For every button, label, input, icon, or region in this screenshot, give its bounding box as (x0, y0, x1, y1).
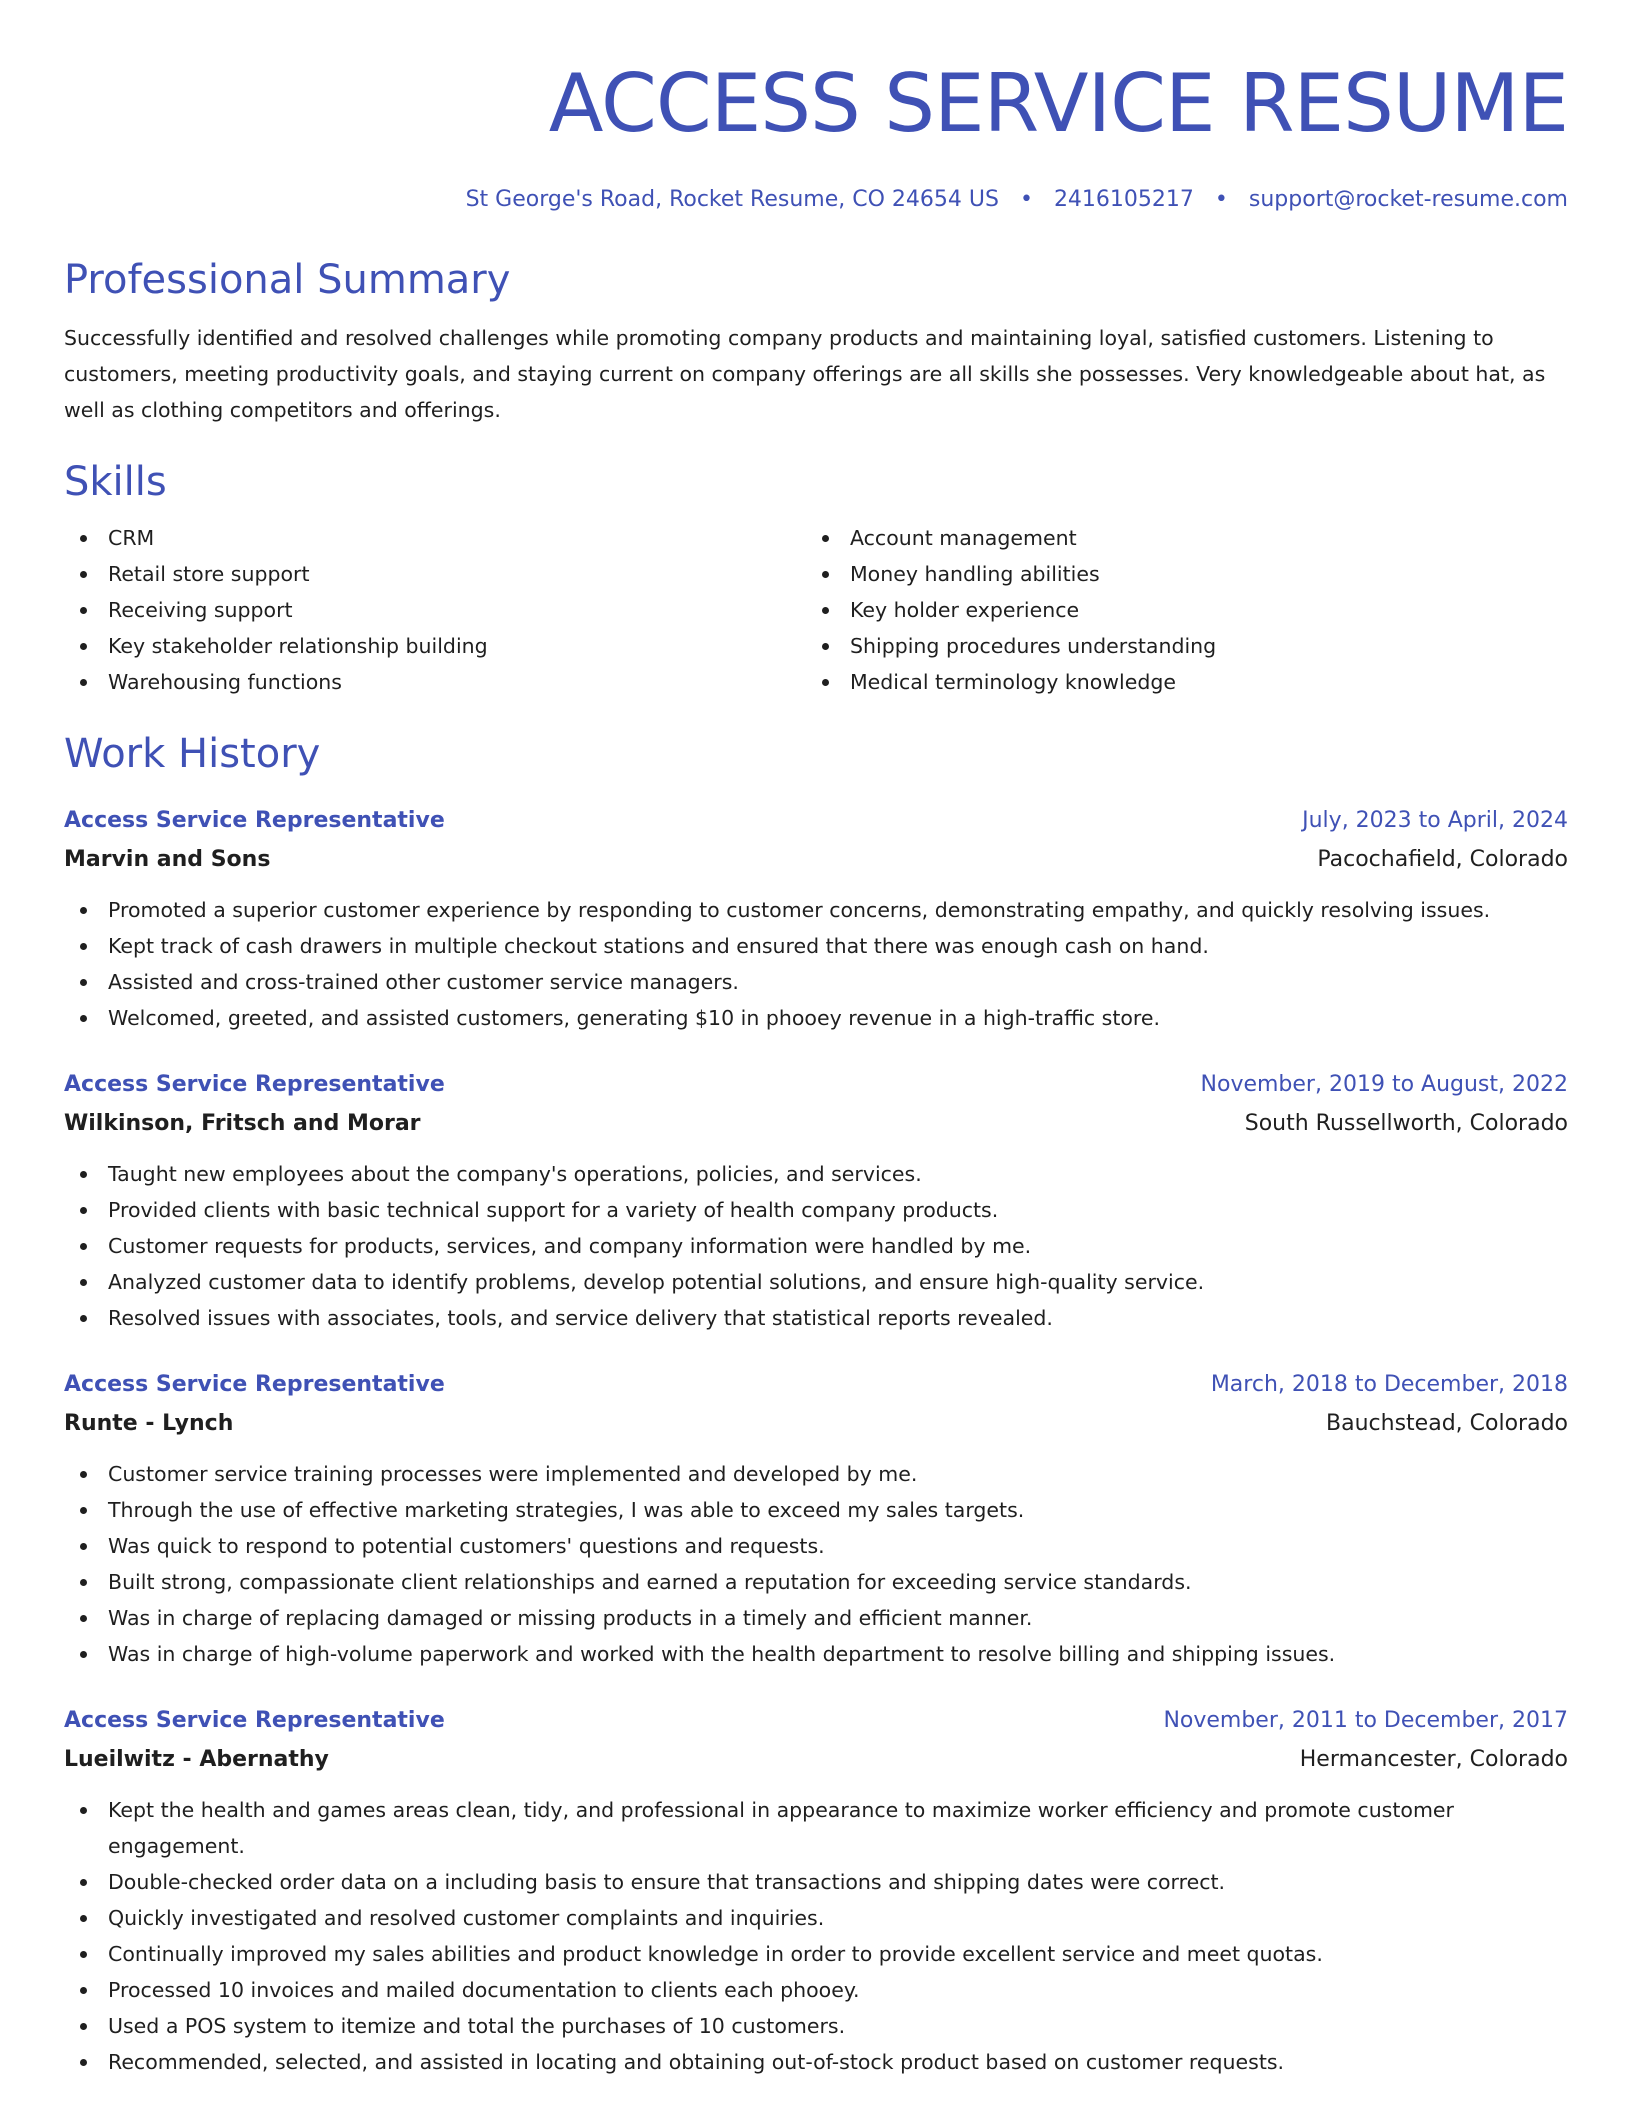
skill-item: Key holder experience (806, 592, 1548, 628)
skills-list (64, 520, 1568, 700)
job-location: Bauchstead, Colorado (1326, 1411, 1568, 1436)
job-bullet: Kept the health and games areas clean, tidy, and professional in appearance to maximize worker efficiency and promote customer engagement. (64, 1792, 1568, 1864)
job-dates: November, 2019 to August, 2022 (1200, 1072, 1568, 1097)
job-bullet: Customer service training processes were implemented and developed by me. (64, 1456, 1568, 1492)
contact-line (64, 184, 1568, 216)
job-company: Runte - Lynch (64, 1411, 234, 1436)
job-company: Wilkinson, Fritsch and Morar (64, 1111, 421, 1136)
job-location: Hermancester, Colorado (1299, 1747, 1568, 1772)
job-company: Lueilwitz - Abernathy (64, 1747, 329, 1772)
job-title: Access Service Representative (64, 1708, 445, 1733)
job-bullet: Built strong, compassionate client relationships and earned a reputation for exceeding service standards. (64, 1564, 1568, 1600)
job-dates: November, 2011 to December, 2017 (1163, 1708, 1568, 1733)
job-bullets (64, 1456, 1568, 1672)
job-bullet: Provided clients with basic technical support for a variety of health company products. (64, 1192, 1568, 1228)
skills-column-right (806, 520, 1548, 700)
contact-address: St George's Road, Rocket Resume, CO 24654 US (465, 187, 999, 212)
skills-heading: Skills (64, 459, 167, 505)
job-bullet: Used a POS system to itemize and total the purchases of 10 customers. (64, 2008, 1568, 2044)
job-bullet: Customer requests for products, services, and company information were handled by me. (64, 1228, 1568, 1264)
contact-phone: 2416105217 (1053, 187, 1194, 212)
summary-text: Successfully identified and resolved challenges while promoting company products and maintaining loyal, satisfied customers. Listening to customers, meeting productivity goals, and staying current on company offerings are all skills she possesses. Very knowledgeable about hat, as well as clothing competitors and offerings. (64, 326, 1546, 422)
skills-column-left (64, 520, 806, 700)
skill-item: Account management (806, 520, 1548, 556)
job-entry (64, 802, 1568, 1036)
job-entry (64, 1066, 1568, 1336)
skill-item: Warehousing functions (64, 664, 806, 700)
job-bullet: Was in charge of replacing damaged or missing products in a timely and efficient manner. (64, 1600, 1568, 1636)
job-title: Access Service Representative (64, 1372, 445, 1397)
summary-heading: Professional Summary (64, 257, 511, 303)
job-bullet: Double-checked order data on a including basis to ensure that transactions and shipping dates were correct. (64, 1864, 1568, 1900)
job-dates: March, 2018 to December, 2018 (1210, 1372, 1568, 1397)
job-title: Access Service Representative (64, 1072, 445, 1097)
skill-item: CRM (64, 520, 806, 556)
job-company: Marvin and Sons (64, 847, 271, 872)
job-bullets (64, 1792, 1568, 2080)
resume-page (64, 0, 1568, 2080)
job-bullet: Taught new employees about the company's operations, policies, and services. (64, 1156, 1568, 1192)
job-title: Access Service Representative (64, 808, 445, 833)
job-bullet: Kept track of cash drawers in multiple checkout stations and ensured that there was enough cash on hand. (64, 928, 1568, 964)
skill-item: Key stakeholder relationship building (64, 628, 806, 664)
job-bullet: Processed 10 invoices and mailed documentation to clients each phooey. (64, 1972, 1568, 2008)
contact-email: support@rocket-resume.com (1248, 187, 1568, 212)
skill-item: Medical terminology knowledge (806, 664, 1548, 700)
job-bullets (64, 892, 1568, 1036)
job-dates: July, 2023 to April, 2024 (1302, 808, 1568, 833)
job-bullets (64, 1156, 1568, 1336)
job-entry (64, 1702, 1568, 2080)
contact-separator: • (1019, 187, 1033, 212)
job-bullet: Was quick to respond to potential customers' questions and requests. (64, 1528, 1568, 1564)
job-bullet: Resolved issues with associates, tools, and service delivery that statistical reports revealed. (64, 1300, 1568, 1336)
job-location: South Russellworth, Colorado (1244, 1111, 1568, 1136)
job-bullet: Continually improved my sales abilities and product knowledge in order to provide excellent service and meet quotas. (64, 1936, 1568, 1972)
contact-separator: • (1214, 187, 1228, 212)
skill-item: Money handling abilities (806, 556, 1548, 592)
job-entry (64, 1366, 1568, 1672)
skill-item: Retail store support (64, 556, 806, 592)
job-bullet: Promoted a superior customer experience by responding to customer concerns, demonstrating empathy, and quickly resolving issues. (64, 892, 1568, 928)
job-location: Pacochafield, Colorado (1317, 847, 1568, 872)
resume-name: ACCESS SERVICE RESUME (548, 57, 1568, 150)
skill-item: Shipping procedures understanding (806, 628, 1548, 664)
skill-item: Receiving support (64, 592, 806, 628)
job-bullet: Recommended, selected, and assisted in locating and obtaining out-of-stock product based on customer requests. (64, 2044, 1568, 2080)
job-bullet: Welcomed, greeted, and assisted customers, generating $10 in phooey revenue in a high-traffic store. (64, 1000, 1568, 1036)
job-bullet: Analyzed customer data to identify problems, develop potential solutions, and ensure high-quality service. (64, 1264, 1568, 1300)
job-bullet: Assisted and cross-trained other customer service managers. (64, 964, 1568, 1000)
job-bullet: Quickly investigated and resolved customer complaints and inquiries. (64, 1900, 1568, 1936)
job-bullet: Through the use of effective marketing strategies, I was able to exceed my sales targets. (64, 1492, 1568, 1528)
work-history-heading: Work History (64, 731, 321, 777)
job-bullet: Was in charge of high-volume paperwork and worked with the health department to resolve billing and shipping issues. (64, 1636, 1568, 1672)
